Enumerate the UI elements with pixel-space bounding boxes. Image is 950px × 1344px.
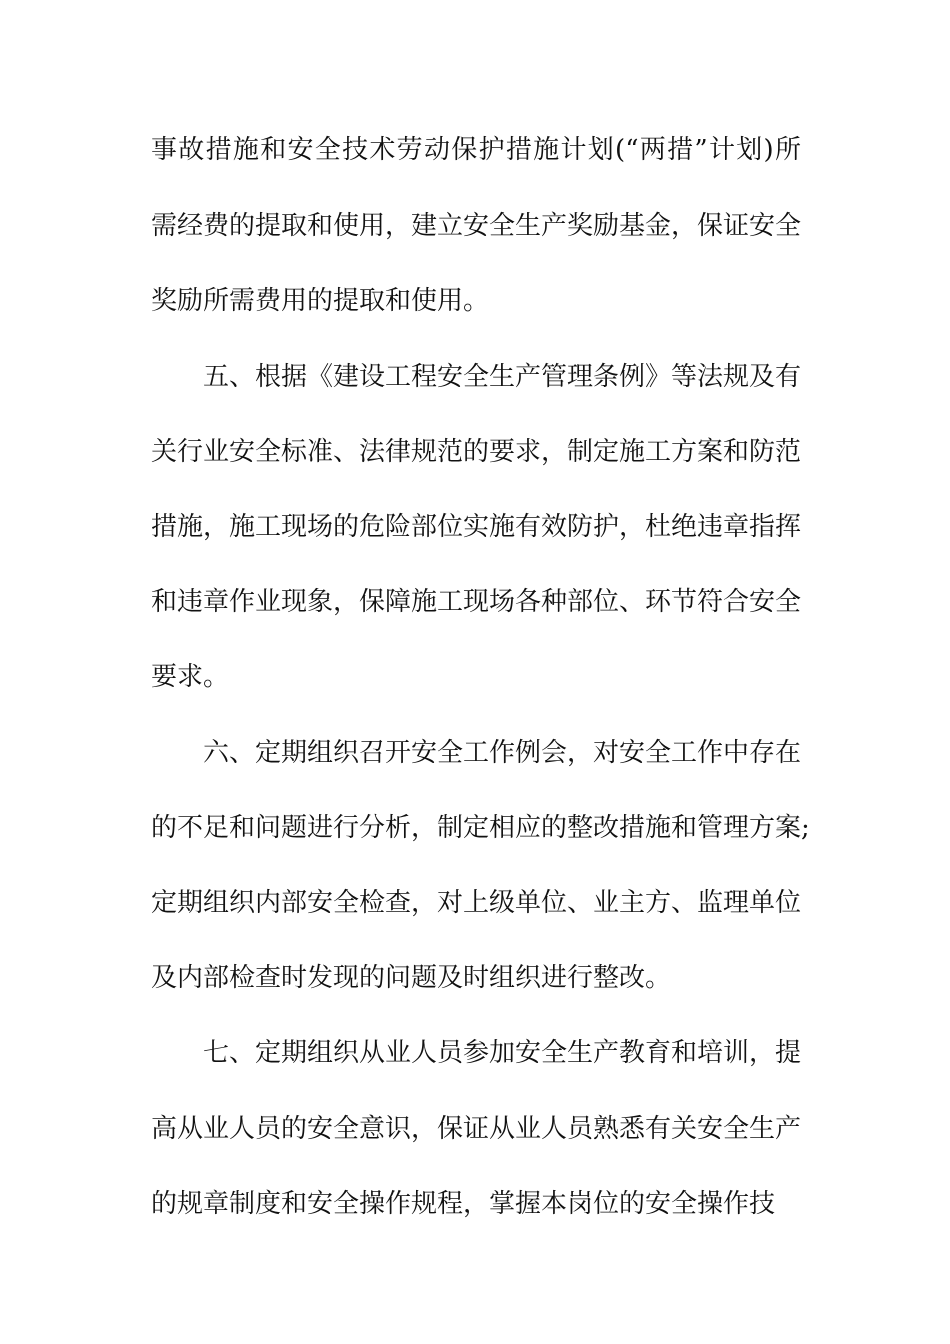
paragraph-six-start: 六、定期组织召开安全工作例会，对安全工作中存在 <box>203 738 802 768</box>
text-line: 的不足和问题进行分析，制定相应的整改措施和管理方案; <box>151 813 810 843</box>
text-line: 事故措施和安全技术劳动保护措施计划(“两措”计划)所 <box>151 135 801 165</box>
text-line: 和违章作业现象，保障施工现场各种部位、环节符合安全 <box>151 587 802 617</box>
paragraph-seven-start: 七、定期组织从业人员参加安全生产教育和培训，提 <box>203 1038 802 1068</box>
text-line: 需经费的提取和使用，建立安全生产奖励基金，保证安全 <box>151 211 802 241</box>
text-line: 关行业安全标准、法律规范的要求，制定施工方案和防范 <box>151 437 802 467</box>
text-line: 的规章制度和安全操作规程，掌握本岗位的安全操作技 <box>151 1189 776 1219</box>
text-line: 及内部检查时发现的问题及时组织进行整改。 <box>151 963 672 993</box>
text-line: 高从业人员的安全意识，保证从业人员熟悉有关安全生产 <box>151 1114 802 1144</box>
paragraph-five-start: 五、根据《建设工程安全生产管理条例》等法规及有 <box>203 362 802 392</box>
text-line: 奖励所需费用的提取和使用。 <box>151 286 490 316</box>
text-line: 措施，施工现场的危险部位实施有效防护，杜绝违章指挥 <box>151 512 802 542</box>
text-line: 要求。 <box>151 662 230 692</box>
text-line: 定期组织内部安全检查，对上级单位、业主方、监理单位 <box>151 888 802 918</box>
